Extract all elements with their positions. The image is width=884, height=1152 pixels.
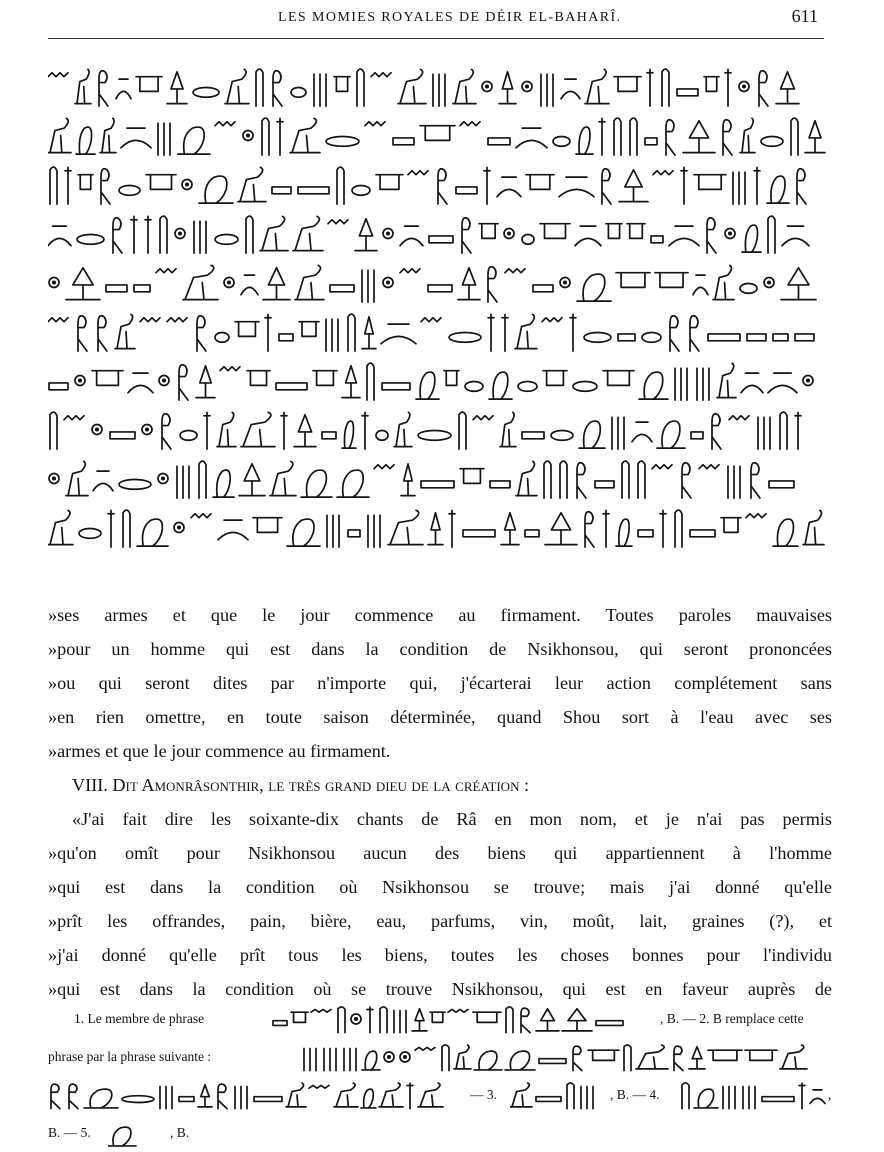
hieroglyph-glyphs bbox=[48, 405, 826, 454]
text-line: »armes et que le jour commence au firmament. bbox=[48, 741, 391, 761]
text-line: »qui est dans la condition où se trouve Nsikhonsou, qui est en faveur auprès de bbox=[48, 979, 832, 999]
page-number: 611 bbox=[791, 6, 818, 26]
text-line: »qu'on omît pour Nsikhonsou aucun des biens qui appartiennent à l'homme bbox=[48, 843, 832, 863]
footnote-hieroglyphs bbox=[302, 1040, 832, 1074]
hieroglyph-row bbox=[48, 62, 826, 111]
footnote-hieroglyphs bbox=[48, 1078, 462, 1112]
hieroglyph-row bbox=[48, 454, 826, 503]
hieroglyph-row bbox=[48, 405, 826, 454]
text-line: »pour un homme qui est dans la condition de Nsikhonsou, qui seront prononcées bbox=[48, 639, 832, 659]
footnote-hieroglyphs bbox=[272, 1002, 656, 1036]
hieroglyph-glyphs bbox=[48, 503, 826, 552]
hieroglyph-row bbox=[48, 503, 826, 552]
footnote-hieroglyphs bbox=[108, 1116, 168, 1150]
hieroglyph-glyphs bbox=[48, 209, 826, 258]
hieroglyph-glyphs bbox=[48, 62, 826, 111]
footnote-1-text: 1. Le membre de phrase bbox=[74, 1011, 205, 1026]
footnote-line bbox=[48, 1038, 832, 1076]
text-line: »ses armes et que le jour commence au firmament. Toutes paroles mauvaises bbox=[48, 605, 832, 625]
footnote-hieroglyphs bbox=[680, 1078, 828, 1112]
footnote-hieroglyphs bbox=[510, 1078, 606, 1112]
hieroglyph-row bbox=[48, 160, 826, 209]
hieroglyph-row bbox=[48, 356, 826, 405]
translation-text bbox=[48, 598, 832, 1006]
footnote-4-end: , bbox=[828, 1087, 832, 1102]
hieroglyph-row bbox=[48, 258, 826, 307]
footnote-3-label: — 3. bbox=[470, 1087, 497, 1102]
text-line: »prît les offrandes, pain, bière, eau, parfums, vin, moût, lait, graines (?), et bbox=[48, 911, 832, 931]
hieroglyph-glyphs bbox=[48, 160, 826, 209]
section-heading: VIII. Dit Amonrâsonthir, le très grand dieu de la création : bbox=[72, 775, 530, 795]
hieroglyph-glyphs bbox=[48, 111, 826, 160]
footnote-3-end: , B. — 4. bbox=[610, 1087, 660, 1102]
hieroglyph-glyphs bbox=[48, 307, 826, 356]
footnote-line bbox=[48, 1000, 832, 1038]
hieroglyph-glyphs bbox=[48, 356, 826, 405]
footnote-line bbox=[48, 1114, 832, 1152]
footnote-1-end: , B. — 2. B remplace cette bbox=[660, 1011, 804, 1026]
footnote-5-end: , B. bbox=[170, 1125, 190, 1140]
page-header bbox=[48, 4, 824, 39]
text-line: »j'ai donné qu'elle prît tous les biens, toutes les choses bonnes pour l'individu bbox=[48, 945, 832, 965]
text-line: »qui est dans la condition où Nsikhonsou se trouve; mais j'ai donné qu'elle bbox=[48, 877, 832, 897]
hieroglyph-glyphs bbox=[48, 258, 826, 307]
footnote-2-text: phrase par la phrase suivante : bbox=[48, 1049, 212, 1064]
text-line: »ou qui seront dites par n'importe qui, j'écarterai leur action complétement sans bbox=[48, 673, 832, 693]
footnote-line bbox=[48, 1076, 832, 1114]
footnotes bbox=[48, 1000, 832, 1152]
hieroglyph-row bbox=[48, 111, 826, 160]
text-line: »en rien omettre, en toute saison déterminée, quand Shou sort à l'eau avec ses bbox=[48, 707, 832, 727]
hieroglyph-row bbox=[48, 307, 826, 356]
hieroglyphic-text-block bbox=[48, 62, 826, 552]
hieroglyph-glyphs bbox=[48, 454, 826, 503]
hieroglyph-row bbox=[48, 209, 826, 258]
footnote-5-text: B. — 5. bbox=[48, 1125, 91, 1140]
running-head: LES MOMIES ROYALES DE DÉIR EL-BAHARÎ. bbox=[278, 10, 622, 25]
text-line: «J'ai fait dire les soixante-dix chants de Râ en mon nom, et je n'ai pas permis bbox=[72, 809, 832, 829]
